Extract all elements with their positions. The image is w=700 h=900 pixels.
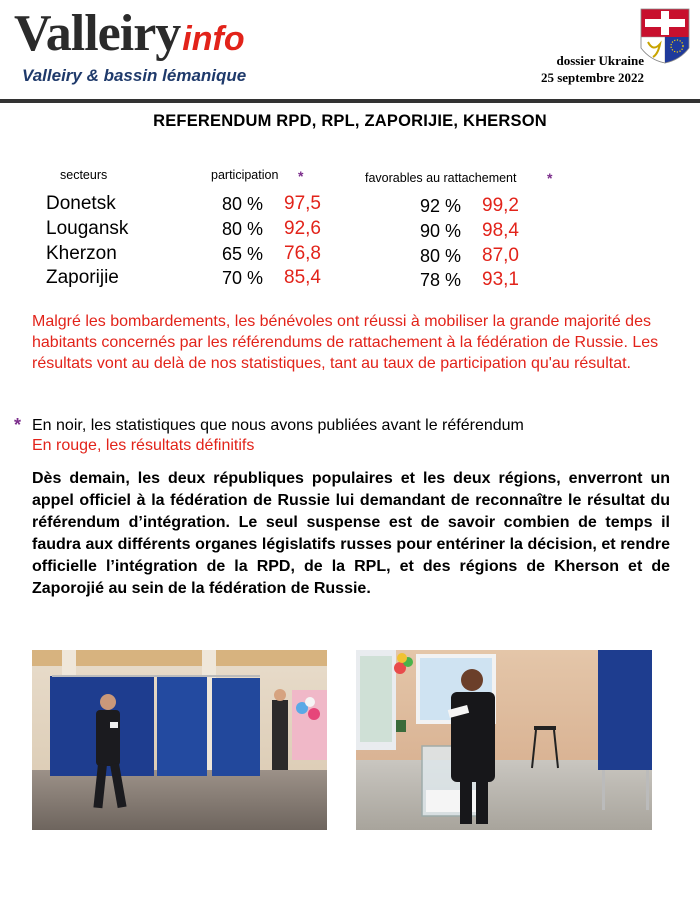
sector-name: Lougansk — [46, 218, 129, 239]
header-participation: participation — [211, 168, 279, 182]
sector-name: Kherzon — [46, 243, 117, 264]
participation-stat: 80 % — [222, 219, 264, 239]
header-participation-star: * — [298, 168, 304, 184]
sector-name: Zaporijie — [46, 267, 119, 288]
header-favorable: favorables au rattachement — [365, 171, 517, 185]
participation-result: 85,4 — [284, 267, 321, 288]
participation-stat: 65 % — [222, 244, 264, 264]
results-commentary: Malgré les bombardements, les bénévoles ont réussi à mobiliser la grande majorité des habitants concernés par les référendums de rattachement à la fédération de Russie. Les résultats vont au delà de nos statistiques, tant au taux de participation qu'au résultat. — [32, 313, 659, 372]
participation-stat: 70 % — [222, 268, 264, 288]
participation-result: 92,6 — [284, 218, 321, 239]
header-favorable-star: * — [547, 170, 553, 186]
results-table — [0, 166, 700, 296]
logo-main-text: Valleiry — [14, 5, 181, 62]
favorable-result: 87,0 — [482, 245, 519, 266]
favorable-stat: 90 % — [420, 221, 462, 241]
favorable-stat: 80 % — [420, 246, 462, 266]
sector-name: Donetsk — [46, 193, 116, 214]
favorable-stat: 78 % — [420, 270, 462, 290]
page-title: REFERENDUM RPD, RPL, ZAPORIJIE, KHERSON — [153, 112, 547, 130]
voting-booths-photo — [32, 650, 327, 830]
site-tagline: Valleiry & bassin lémanique — [22, 66, 247, 85]
ballot-box-photo — [356, 650, 652, 830]
favorable-result: 98,4 — [482, 220, 519, 241]
site-logo[interactable] — [14, 4, 245, 63]
header-divider — [0, 99, 700, 103]
participation-result: 76,8 — [284, 243, 321, 264]
savoy-cross-eu-crest-icon — [640, 8, 690, 64]
dossier-label: dossier Ukraine — [556, 53, 644, 68]
masthead — [0, 0, 700, 104]
logo-info-text: info — [182, 20, 245, 58]
dossier-date: 25 septembre 2022 — [540, 70, 644, 85]
favorable-result: 93,1 — [482, 269, 519, 290]
dossier-info — [541, 52, 644, 86]
legend-star: * — [14, 415, 22, 435]
participation-result: 97,5 — [284, 193, 321, 214]
favorable-stat: 92 % — [420, 196, 462, 216]
participation-stat: 80 % — [222, 194, 264, 214]
header-sectors: secteurs — [60, 168, 108, 182]
favorable-result: 99,2 — [482, 195, 519, 216]
article-paragraph: Dès demain, les deux républiques populaires et les deux régions, enverront un appel officiel à la fédération de Russie lui demandant de reconnaître le résultat du référendum d’intégration. Le seul suspense est de savoir combien de temps il faudra aux différents organes législatifs russes pour entériner la décision, et rendre officielle l’intégration de la RPD, de la RPL, et des régions de Kherson et de Zaporojié au sein de la fédération de Russie. — [32, 470, 670, 597]
legend-red-note: En rouge, les résultats définitifs — [32, 437, 255, 454]
legend-black-note: En noir, les statistiques que nous avons publiées avant le référendum — [32, 417, 524, 434]
